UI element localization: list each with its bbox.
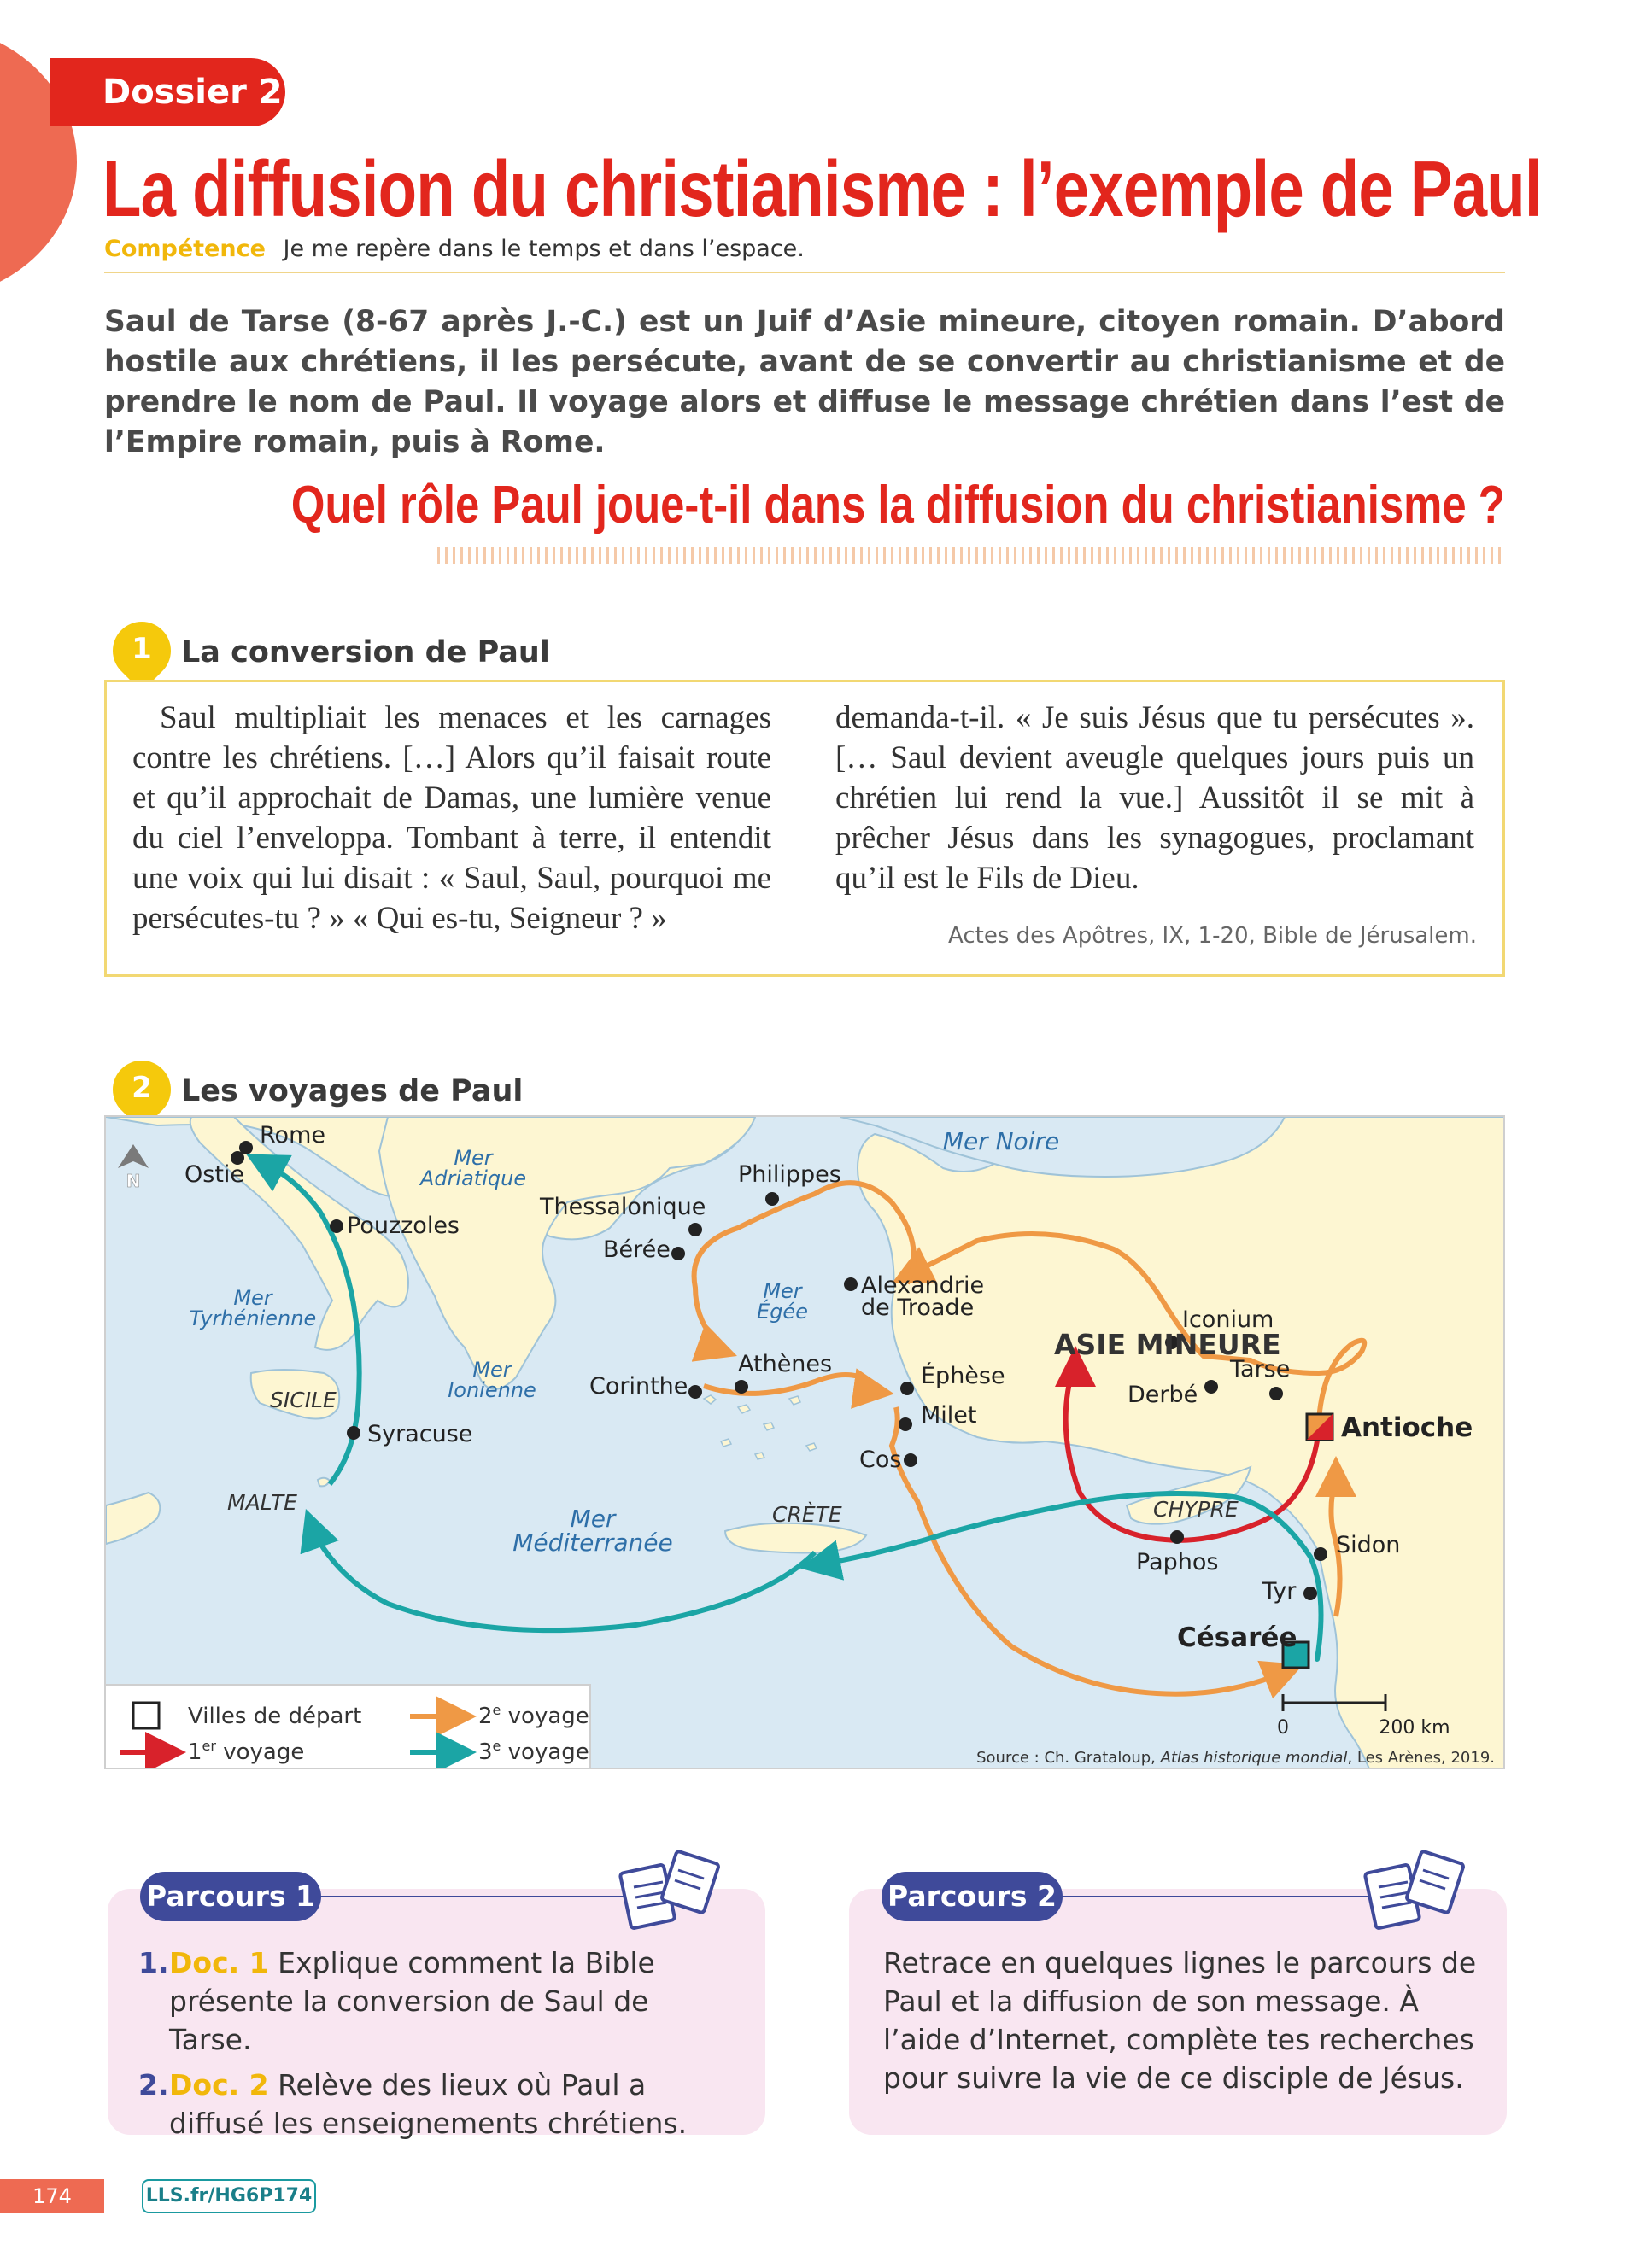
parcours1-label: Parcours 1 — [140, 1872, 321, 1921]
city-ostie-label: Ostie — [184, 1161, 245, 1188]
city-syracuse-label: Syracuse — [367, 1421, 473, 1447]
city-ephese-label: Éphèse — [921, 1363, 1005, 1389]
city-dot-syracuse — [347, 1426, 360, 1440]
doc1-source: Actes des Apôtres, IX, 1-20, Bible de Jérusalem. — [948, 923, 1477, 949]
header-divider — [104, 272, 1505, 273]
parcours1-item1-num: 1. — [138, 1946, 169, 1979]
region-chypre-label: CHYPRE — [1153, 1497, 1239, 1522]
map-legend — [106, 1684, 591, 1769]
legend-voyage2-sup: e — [492, 1702, 501, 1718]
city-dot-athenes — [735, 1380, 748, 1394]
legend-depart-icon — [133, 1703, 159, 1728]
parcours1-item — [138, 2066, 719, 2142]
city-iconium-label: Iconium — [1182, 1306, 1274, 1333]
sea-med-label-2: Méditerranée — [512, 1529, 673, 1557]
parcours2-text: Retrace en quelques lignes le parcours de Paul et la diffusion de son message. À l’aide d’Internet, complète tes recherches pour suivre la vie de ce disciple de Jésus. — [883, 1946, 1477, 2095]
question-hatch-decoration — [437, 547, 1505, 564]
city-beree-label: Bérée — [603, 1236, 671, 1263]
city-dot-corinthe — [688, 1385, 702, 1399]
city-cos-label: Cos — [859, 1447, 902, 1473]
city-dot-pouzzoles — [330, 1219, 343, 1233]
sea-tyrrhenienne-label-1: Mer — [233, 1286, 272, 1310]
city-milet-label: Milet — [921, 1402, 977, 1429]
legend-voyage3-num: 3 — [478, 1739, 493, 1765]
sea-egee-label-1: Mer — [763, 1279, 802, 1303]
main-question: Quel rôle Paul joue-t-il dans la diffusion du christianisme ? — [291, 476, 1505, 535]
city-cesaree-label: Césarée — [1177, 1622, 1297, 1653]
city-paphos-label: Paphos — [1136, 1549, 1219, 1575]
sea-adriatique-label-1: Mer — [454, 1146, 493, 1170]
sea-ionienne-label-1: Mer — [472, 1358, 512, 1382]
sea-egee-label-2: Égée — [757, 1300, 808, 1324]
parcours1-list — [138, 1944, 719, 2149]
doc2-number: 2 — [132, 1071, 152, 1105]
legend-voyage2-label — [478, 1702, 589, 1729]
doc1-number: 1 — [132, 632, 152, 666]
north-label: N — [126, 1171, 141, 1191]
sea-noire-label: Mer Noire — [942, 1127, 1060, 1155]
city-dot-milet — [899, 1418, 912, 1431]
parcours1-item — [138, 1944, 719, 2059]
parcours1-item1-doc: Doc. 1 — [169, 1946, 269, 1979]
legend-voyage3-label — [478, 1738, 589, 1765]
parcours1-item1-text: Explique comment la Bible présente la conversion de Saul de Tarse. — [169, 1946, 655, 2056]
city-derbe-label: Derbé — [1128, 1382, 1198, 1408]
legend-voyage3-txt: voyage — [501, 1739, 589, 1765]
parcours2-label: Parcours 2 — [882, 1872, 1063, 1921]
doc1-quote-box — [104, 680, 1505, 977]
map-source — [976, 1749, 1495, 1767]
city-dot-derbe — [1204, 1380, 1218, 1394]
legend-voyage1-num: 1 — [188, 1739, 202, 1765]
parcours1-line — [316, 1896, 641, 1897]
map-source-book: Atlas historique mondial — [1160, 1749, 1348, 1767]
city-thessalonique-label: Thessalonique — [540, 1194, 706, 1220]
dossier-tag: Dossier 2 — [50, 58, 285, 126]
city-antioche-label: Antioche — [1341, 1412, 1473, 1443]
departure-antioche-icon — [1307, 1414, 1332, 1440]
city-philippes-label: Philippes — [738, 1161, 841, 1188]
city-rome-label: Rome — [260, 1122, 325, 1149]
parcours1-item2-doc: Doc. 2 — [169, 2068, 269, 2101]
region-sicile-label: SICILE — [270, 1388, 337, 1412]
lls-link[interactable]: LLS.fr/HG6P174 — [142, 2179, 316, 2213]
legend-voyage3-sup: e — [492, 1738, 501, 1754]
city-dot-beree — [671, 1247, 685, 1260]
sea-tyrrhenienne-label-2: Tyrhénienne — [189, 1306, 317, 1330]
region-asie-label: ASIE MINEURE — [1054, 1328, 1281, 1361]
city-dot-sidon — [1314, 1547, 1327, 1561]
competence-text: Je me repère dans le temps et dans l’espace. — [283, 236, 805, 262]
sea-med-label-1: Mer — [570, 1505, 616, 1533]
parcours2-papers-icon — [1360, 1850, 1471, 1935]
city-alexandrie-label-1: Alexandrie — [861, 1272, 985, 1299]
legend-voyage2-txt: voyage — [501, 1704, 589, 1729]
doc2-title: Les voyages de Paul — [181, 1074, 524, 1108]
city-dot-tyr — [1303, 1587, 1317, 1600]
doc1-text-left: Saul multipliait les menaces et les carnages contre les chrétiens. […] Alors qu’il faisait route et qu’il approchait de Damas, une lumière venue du ciel l’enveloppa. Tombant à terre, il entendit une voix qui lui disait : « Saul, Saul, pourquoi me persécutes-tu ? » « Qui es-tu, Seigneur ? » — [132, 700, 771, 936]
city-dot-cos — [904, 1453, 917, 1467]
scale-zero-label: 0 — [1277, 1717, 1289, 1739]
legend-voyage2-num: 2 — [478, 1704, 493, 1729]
parcours1-item2-text: Relève des lieux où Paul a diffusé les enseignements chrétiens. — [169, 2068, 688, 2140]
city-corinthe-label: Corinthe — [589, 1373, 688, 1400]
city-dot-philippes — [765, 1192, 779, 1206]
page-title: La diffusion du christianisme : l’exemple de Paul — [102, 144, 1542, 233]
city-pouzzoles-label: Pouzzoles — [347, 1213, 460, 1239]
city-sidon-label: Sidon — [1336, 1532, 1401, 1558]
competence-line — [104, 236, 805, 262]
city-dot-paphos — [1170, 1530, 1184, 1544]
doc1-title: La conversion de Paul — [181, 635, 550, 669]
legend-depart-label: Villes de départ — [188, 1704, 362, 1729]
sea-ionienne-label-2: Ionienne — [448, 1378, 536, 1402]
region-crete-label: CRÈTE — [772, 1502, 842, 1527]
region-malte-label: MALTE — [227, 1490, 297, 1515]
city-dot-alexandrie — [844, 1277, 858, 1291]
city-dot-thessalonique — [688, 1223, 702, 1236]
city-dot-ephese — [900, 1382, 914, 1395]
legend-voyage1-label — [188, 1738, 304, 1765]
parcours1-item2-num: 2. — [138, 2068, 169, 2101]
city-dot-tarse — [1269, 1387, 1283, 1400]
city-tyr-label: Tyr — [1262, 1578, 1297, 1605]
legend-voyage1-sup: er — [202, 1738, 216, 1754]
sea-adriatique-label-2: Adriatique — [419, 1166, 527, 1190]
page-number: 174 — [0, 2179, 104, 2213]
parcours2-line — [1059, 1896, 1384, 1897]
city-tarse-label: Tarse — [1230, 1356, 1291, 1382]
doc1-text-right: demanda-t-il. « Je suis Jésus que tu persécutes ». [… Saul devient aveugle quelques jours puis un chrétien lui rend la vue.] Aussitôt il se mit à prêcher Jésus dans les synagogues, proclamant qu’il est le Fils de Dieu. — [835, 700, 1474, 896]
competence-label: Compétence — [104, 236, 266, 262]
doc2-map — [104, 1115, 1505, 1769]
scale-max-label: 200 km — [1379, 1717, 1450, 1739]
map-source-suffix: , Les Arènes, 2019. — [1347, 1749, 1495, 1767]
intro-paragraph: Saul de Tarse (8-67 après J.-C.) est un Juif d’Asie mineure, citoyen romain. D’abord hostile aux chrétiens, il les persécute, avant de se convertir au christianisme et de prendre le nom de Paul. Il voyage alors et diffuse le message chrétien dans l’est de l’Empire romain, puis à Rome. — [104, 305, 1505, 459]
city-athenes-label: Athènes — [738, 1351, 833, 1377]
legend-voyage1-txt: voyage — [215, 1739, 305, 1765]
parcours1-papers-icon — [615, 1850, 726, 1935]
map-source-prefix: Source : Ch. Grataloup, — [976, 1749, 1161, 1767]
city-alexandrie-label-2: de Troade — [861, 1295, 975, 1321]
